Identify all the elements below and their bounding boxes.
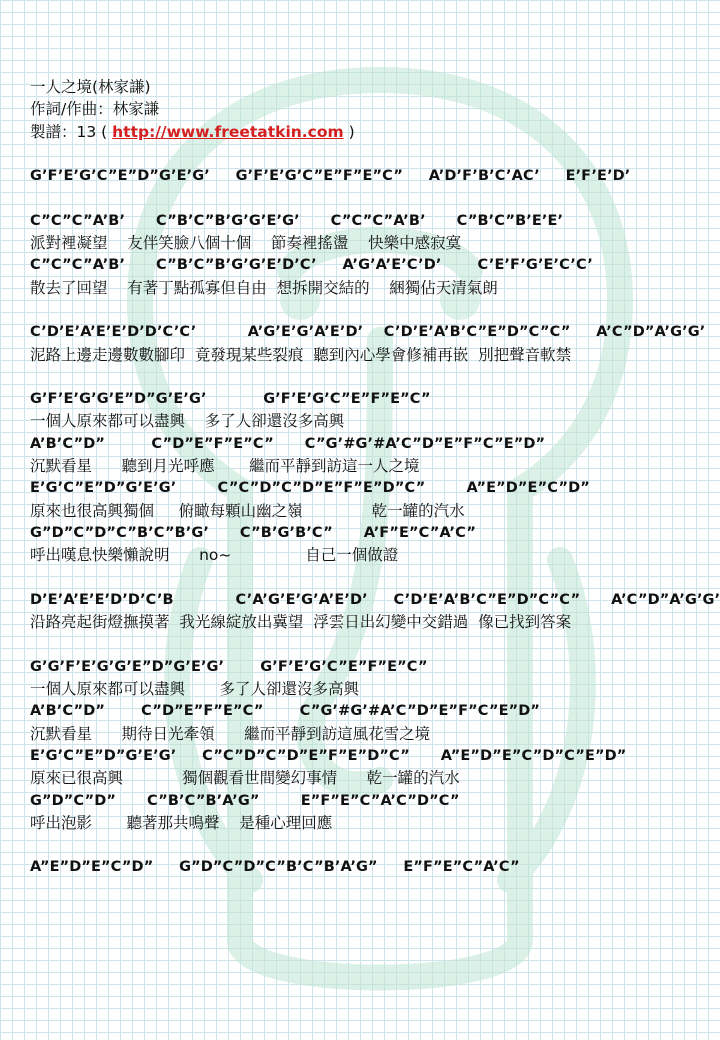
lyric-line: 派對裡凝望 友伴笑臉八個十個 節奏裡搖盪 快樂中感寂寞 [30,234,462,253]
notation-line: C’D’E’A’E’E’D’D’C’C’ A’G’E’G’A’E’D’ C’D’E’A’B’C”E”D”C”C” A’C”D”A’G’G’ [30,324,706,341]
lyric-line: 沉默看星 聽到月光呼應 繼而平靜到訪這一人之境 [30,457,420,476]
notation-line: G’G’F’E’G’G’E”D”G’E’G’ G’F’E’G’C”E”F”E”C” [30,658,428,675]
spacer [30,567,710,589]
lyric-line: 原來已很高興 獨個觀看世間變幻事情 乾一罐的汽水 [30,769,460,788]
lyric-line: 散去了回望 有著丁點孤寡但自由 想拆開交結的 綑獨佔天清氣朗 [30,278,498,297]
lyric-line: 沉默看星 期待日光牽領 繼而平靜到訪這風花雪之境 [30,724,431,743]
song-credits: 作詞/作曲：林家謙 [30,100,160,119]
lyric-line: 呼出嘆息快樂懶說明 no~ 自己一個做證 [30,546,399,565]
notation-line: G’F’E’G’C”E”D”G’E’G’ G’F’E’G’C”E”F”E”C” A’D’F’B’C’AC’ E’F’E’D’ [30,168,631,185]
song-body [30,165,720,879]
notation-line: A’B’C”D” C”D”E”F”E”C” C”G’#G’#A’C”D”E”F”C”E”D” [30,703,541,720]
lyric-line: 一個人原來都可以盡興 多了人卻還沒多高興 [30,680,359,699]
lyric-line: 泥路上邊走邊數數腳印 竟發現某些裂痕 聽到內心學會修補再嵌 別把聲音軟禁 [30,345,572,364]
notation-line: G”D”C”D”C”B’C”B’G’ C”B’G’B’C” A’F”E”C”A’C” [30,524,476,541]
notation-line: A”E”D”E”C”D” G”D”C”D”C”B’C”B’A’G” E”F”E”C”A’C” [30,859,520,876]
song-title: 一人之境(林家謙) [30,78,151,96]
lyric-line: 沿路亮起街燈撫摸著 我光線綻放出冀望 浮雲日出幻變中交錯過 像已找到答案 [30,613,572,632]
notation-suffix: ) [343,122,355,141]
spacer [30,187,710,209]
notation-line: E’G’C”E”D”G’E’G’ C”C”D”C”D”E”F”E”D”C” A”E”D”E”C”D” [30,480,590,497]
spacer [30,143,710,165]
site-link[interactable]: http://www.freetatkin.com [112,122,344,141]
lyric-line: 原來也很高興獨個 俯瞰每顆山幽之嶺 乾一罐的汽水 [30,501,465,520]
spacer [30,299,710,321]
lyric-line: 呼出泡影 聽著那共鳴聲 是種心理回應 [30,813,333,832]
spacer [30,633,710,655]
notation-line: G”D”C”D” C”B’C”B’A’G” E”F”E”C”A’C”D”C” [30,792,460,809]
lyric-line: 一個人原來都可以盡興 多了人卻還沒多高興 [30,412,345,431]
sheet [30,76,720,879]
spacer [30,366,710,388]
notation-line: C”C”C”A’B’ C”B’C”B’G’G’E’G’ C”C”C”A’B’ C”B’C”B’E’E’ [30,212,564,229]
notation-line: C”C”C”A’B’ C”B’C”B’G’G’E’D’C’ A’G’A’E’C’D’ C’E’F’G’E’C’C’ [30,257,593,274]
notation-line: G’F’E’G’G’E”D”G’E’G’ G’F’E’G’C”E”F”E”C” [30,391,431,408]
notation-credit [30,121,710,143]
notation-line: E’G’C”E”D”G’E’G’ C”C”D”C”D”E”F”E”D”C” A”E”D”E”C”D”C”E”D” [30,747,627,764]
notation-line: A’B’C”D” C”D”E”F”E”C” C”G’#G’#A’C”D”E”F”C”E”D” [30,435,546,452]
notation-prefix: 製譜：13 ( [30,122,113,141]
notation-line: D’E’A’E’E’D’D’C’B C’A’G’E’G’A’E’D’ C’D’E’A’B’C”E”D”C”C” A’C”D”A’G’G’ [30,591,720,608]
spacer [30,834,710,856]
